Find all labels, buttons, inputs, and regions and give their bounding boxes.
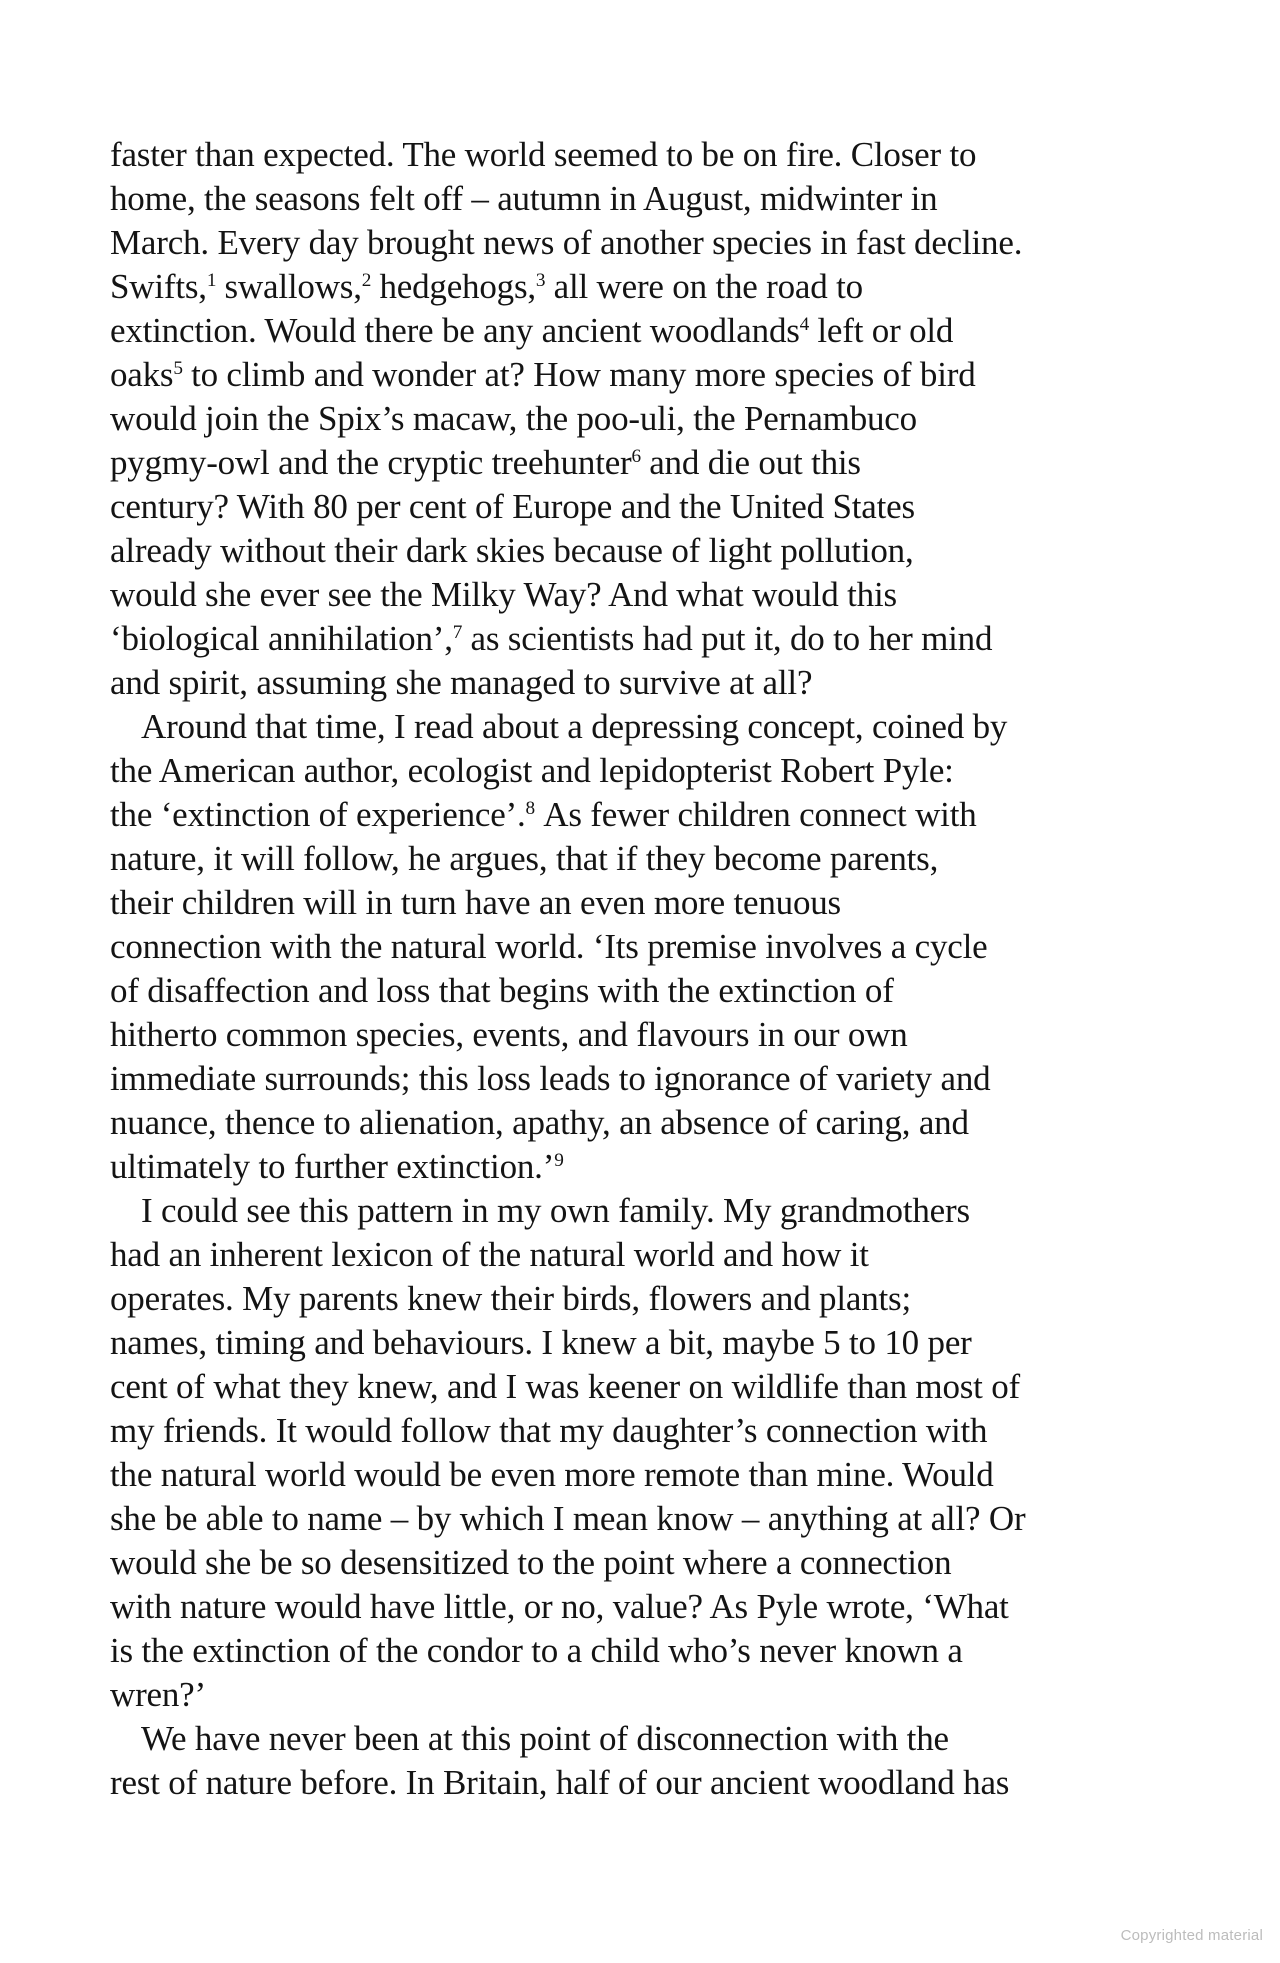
text-line: their children will in turn have an even more tenuous (110, 883, 841, 922)
footnote-ref: 5 (173, 358, 183, 380)
text-line: rest of nature before. In Britain, half of our ancient woodland has (110, 1763, 1010, 1802)
text-line: the natural world would be even more remote than mine. Would (110, 1455, 994, 1494)
text-line: would join the Spix’s macaw, the poo-uli, the Pernambuco (110, 399, 917, 438)
footnote-ref: 6 (631, 446, 642, 468)
text-line: nature, it will follow, he argues, that if they become parents, (110, 839, 939, 878)
footnote-ref: 7 (452, 622, 463, 644)
text-line: connection with the natural world. ‘Its premise involves a cycle (110, 927, 988, 966)
footnote-ref: 2 (361, 270, 372, 292)
text-line: wren?’ (110, 1675, 206, 1714)
footnote-ref: 4 (799, 314, 810, 336)
text-line: the ‘extinction of experience’.$^8$ As fewer children connect with (110, 795, 977, 834)
paragraph (110, 1189, 1240, 1717)
text-line: and spirit, assuming she managed to survive at all? (110, 663, 813, 702)
paragraph (110, 133, 1240, 705)
text-line: Around that time, I read about a depressing concept, coined by (141, 707, 1008, 746)
text-line: I could see this pattern in my own family. My grandmothers (141, 1191, 970, 1230)
text-line: she be able to name – by which I mean know – anything at all? Or (110, 1499, 1026, 1538)
footnote-ref: 3 (535, 270, 546, 292)
text-line: is the extinction of the condor to a child who’s never known a (110, 1631, 963, 1670)
text-line: ultimately to further extinction.’$^9$ (110, 1147, 564, 1186)
text-line: names, timing and behaviours. I knew a bit, maybe 5 to 10 per (110, 1323, 972, 1362)
text-line: of disaffection and loss that begins with the extinction of (110, 971, 894, 1010)
text-line: nuance, thence to alienation, apathy, an absence of caring, and (110, 1103, 969, 1142)
text-line: We have never been at this point of disconnection with the (141, 1719, 949, 1758)
text-line: home, the seasons felt off – autumn in August, midwinter in (110, 179, 938, 218)
text-line: with nature would have little, or no, value? As Pyle wrote, ‘What (110, 1587, 1009, 1626)
footnote-ref: 1 (206, 270, 217, 292)
paragraph (110, 1717, 1240, 1805)
text-line: ‘biological annihilation’,$^7$ as scientists had put it, do to her mind (110, 619, 993, 658)
text-line: faster than expected. The world seemed to be on fire. Closer to (110, 135, 977, 174)
text-line: the American author, ecologist and lepidopterist Robert Pyle: (110, 751, 954, 790)
text-line: March. Every day brought news of another species in fast decline. (110, 223, 1023, 262)
text-line: Swifts,$^1$ swallows,$^2$ hedgehogs,$^3$ all were on the road to (110, 267, 863, 306)
copyright-notice: Copyrighted material (1120, 1927, 1263, 1944)
text-line: hitherto common species, events, and flavours in our own (110, 1015, 908, 1054)
text-line: already without their dark skies because of light pollution, (110, 531, 914, 570)
text-line: operates. My parents knew their birds, flowers and plants; (110, 1279, 911, 1318)
paragraph (110, 705, 1240, 1189)
text-line: pygmy-owl and the cryptic treehunter$^6$ and die out this (110, 443, 861, 482)
text-line: had an inherent lexicon of the natural world and how it (110, 1235, 869, 1274)
text-line: immediate surrounds; this loss leads to ignorance of variety and (110, 1059, 991, 1098)
text-line: extinction. Would there be any ancient woodlands$^4$ left or old (110, 311, 954, 350)
text-line: my friends. It would follow that my daughter’s connection with (110, 1411, 988, 1450)
footnote-ref: 8 (525, 798, 536, 820)
text-line: oaks$^5$ to climb and wonder at? How many more species of bird (110, 355, 976, 394)
text-block (110, 133, 1240, 1805)
text-line: century? With 80 per cent of Europe and the United States (110, 487, 915, 526)
text-line: cent of what they knew, and I was keener on wildlife than most of (110, 1367, 1021, 1406)
text-line: would she be so desensitized to the point where a connection (110, 1543, 952, 1582)
text-line: would she ever see the Milky Way? And what would this (110, 575, 897, 614)
footnote-ref: 9 (554, 1150, 564, 1172)
